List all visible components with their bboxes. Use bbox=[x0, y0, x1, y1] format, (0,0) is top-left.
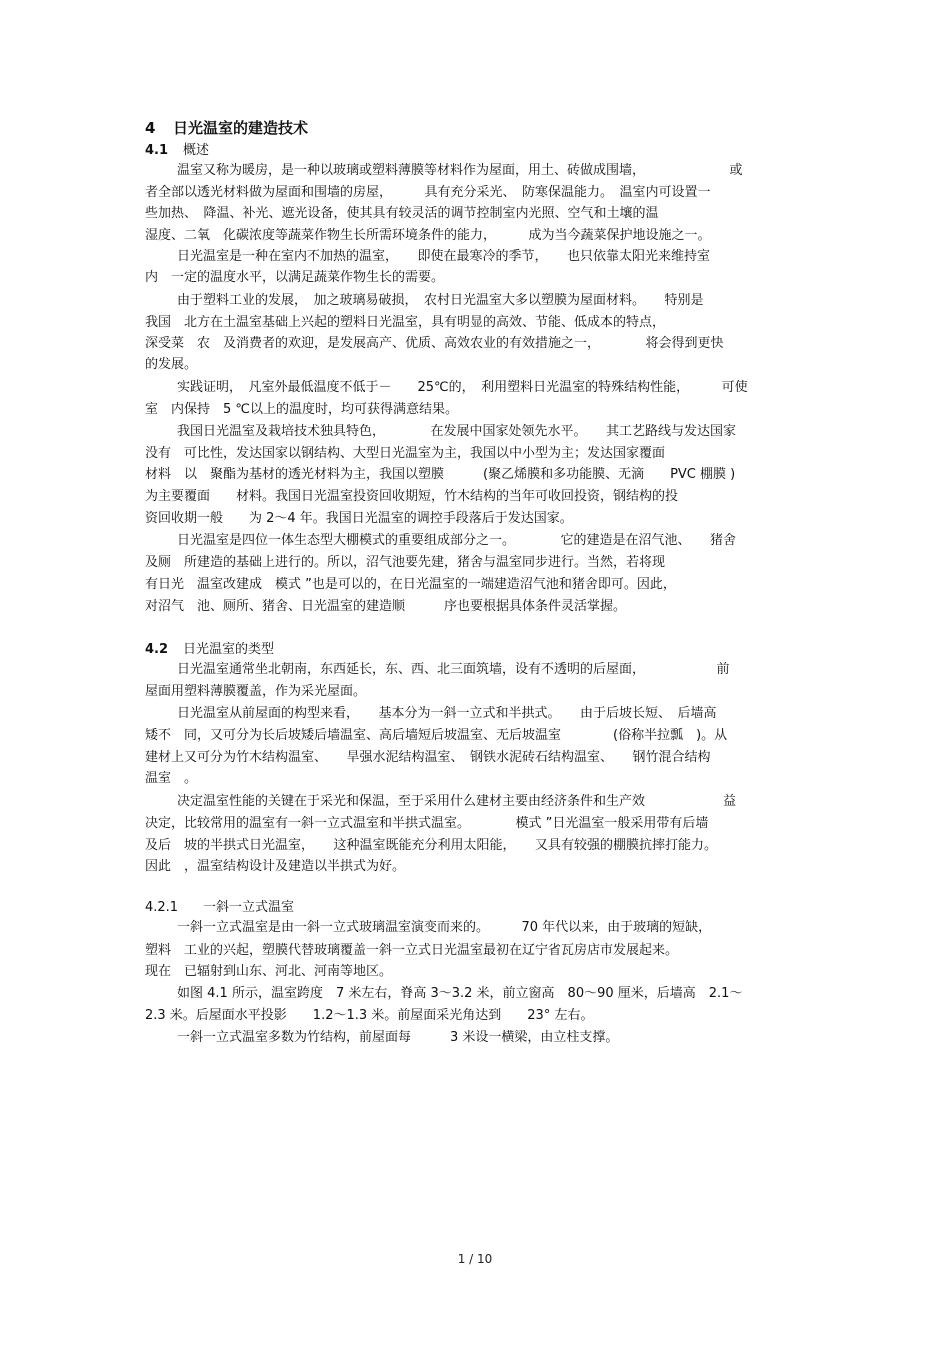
page-number: 1 / 10 bbox=[457, 1252, 493, 1266]
paragraph-line: 日光温室从前屋面的构型来看， 基本分为一斜一立式和半拱式。 由于后坡长短、 后墙高 bbox=[177, 706, 717, 721]
paragraph-line: 日光温室是一种在室内不加热的温室， 即使在最寒冷的季节， 也只依靠太阳光来维持室 bbox=[177, 249, 711, 264]
chapter-heading bbox=[145, 118, 308, 138]
paragraph-line: 湿度、二氧 化碳浓度等蔬菜作物生长所需环境条件的能力， 成为当今蔬菜保护地设施之一。 bbox=[145, 228, 711, 243]
paragraph-line: 资回收期一般 为 2～4 年。我国日光温室的调控手段落后于发达国家。 bbox=[145, 511, 573, 526]
section-number: 4.2.1 bbox=[145, 900, 179, 915]
paragraph-line: 室 内保持 5 ℃以上的温度时，均可获得满意结果。 bbox=[145, 402, 459, 417]
paragraph-line: 没有 可比性，发达国家以钢结构、大型日光温室为主，我国以中小型为主；发达国家覆面 bbox=[145, 446, 666, 461]
paragraph-line: 及厕 所建造的基础上进行的。所以，沼气池要先建，猪舍与温室同步进行。当然，若将现 bbox=[145, 555, 666, 570]
section-title: 日光温室的类型 bbox=[183, 642, 275, 657]
paragraph-line: 因此 ，温室结构设计及建造以半拱式为好。 bbox=[145, 859, 406, 874]
paragraph-line: 实践证明， 凡室外最低温度不低于－ 25℃的， 利用塑料日光温室的特殊结构性能， 可使 bbox=[177, 380, 748, 395]
section-number: 4.1 bbox=[145, 143, 169, 158]
paragraph-line: 深受菜 农 及消费者的欢迎，是发展高产、优质、高效农业的有效措施之一， 将会得到更快 bbox=[145, 336, 724, 351]
paragraph-line: 一斜一立式温室多数为竹结构，前屋面每 3 米设一横梁，由立柱支撑。 bbox=[177, 1030, 619, 1045]
paragraph-line: 2.3 米。后屋面水平投影 1.2～1.3 米。前屋面采光角达到 23° 左右。 bbox=[145, 1008, 594, 1023]
section-number: 4.2 bbox=[145, 642, 169, 657]
paragraph-line: 些加热、 降温、补光、遮光设备，使其具有较灵活的调节控制室内光照、空气和土壤的温 bbox=[145, 206, 659, 221]
paragraph-line: 温室 。 bbox=[145, 771, 198, 786]
chapter-title: 日光温室的建造技术 bbox=[173, 119, 309, 137]
paragraph-line: 矮不 同，又可分为长后坡矮后墙温室、高后墙短后坡温室、无后坡温室 (俗称半拉瓢 )。从 bbox=[145, 728, 728, 743]
paragraph-line: 建材上又可分为竹木结构温室、 旱强水泥结构温室、 钢铁水泥砖石结构温室、 钢竹混合结构 bbox=[145, 750, 711, 765]
paragraph-line: 温室又称为暖房，是一种以玻璃或塑料薄膜等材料作为屋面，用土、砖做成围墙， 或 bbox=[177, 163, 743, 178]
section-title: 概述 bbox=[183, 143, 210, 158]
paragraph-line: 有日光 温室改建成 模式 ”也是可以的，在日光温室的一端建造沼气池和猪舍即可。因此， bbox=[145, 577, 676, 592]
paragraph-line: 及后 坡的半拱式日光温室， 这种温室既能充分利用太阳能， 又具有较强的棚膜抗摔打能力。 bbox=[145, 838, 718, 853]
section-heading-4-2 bbox=[145, 640, 274, 660]
paragraph-line: 由于塑料工业的发展， 加之玻璃易破损， 农村日光温室大多以塑膜为屋面材料。 特别是 bbox=[177, 293, 704, 308]
paragraph-line: 塑料 工业的兴起，塑膜代替玻璃覆盖一斜一立式日光温室最初在辽宁省瓦房店市发展起来。 bbox=[145, 943, 679, 958]
paragraph-line: 者全部以透光材料做为屋面和围墙的房屋， 具有充分采光、 防寒保温能力。 温室内可设置一 bbox=[145, 185, 711, 200]
paragraph-line: 一斜一立式温室是由一斜一立式玻璃温室演变而来的。 70 年代以来，由于玻璃的短缺， bbox=[177, 920, 712, 935]
paragraph-line: 我国 北方在土温室基础上兴起的塑料日光温室，具有明显的高效、节能、低成本的特点， bbox=[145, 315, 666, 330]
paragraph-line: 屋面用塑料薄膜覆盖，作为采光屋面。 bbox=[145, 684, 367, 699]
paragraph-line: 现在 已辐射到山东、河北、河南等地区。 bbox=[145, 964, 393, 979]
section-heading-4-2-1 bbox=[145, 898, 294, 918]
paragraph-line: 日光温室是四位一体生态型大棚模式的重要组成部分之一。 它的建造是在沼气池、 猪舍 bbox=[177, 533, 737, 548]
paragraph-line: 我国日光温室及栽培技术独具特色， 在发展中国家处领先水平。 其工艺路线与发达国家 bbox=[177, 424, 737, 439]
paragraph-line: 内 一定的温度水平，以满足蔬菜作物生长的需要。 bbox=[145, 270, 445, 285]
paragraph-line: 材料 以 聚酯为基材的透光材料为主，我国以塑膜 (聚乙烯膜和多功能膜、无滴 PVC 棚膜 ) bbox=[145, 467, 736, 482]
paragraph-line: 决定温室性能的关键在于采光和保温，至于采用什么建材主要由经济条件和生产效 益 bbox=[177, 794, 737, 809]
paragraph-line: 日光温室通常坐北朝南，东西延长，东、西、北三面筑墙，设有不透明的后屋面， 前 bbox=[177, 662, 730, 677]
chapter-number: 4 bbox=[145, 119, 156, 137]
paragraph-line: 决定，比较常用的温室有一斜一立式温室和半拱式温室。 模式 ”日光温室一般采用带有后墙 bbox=[145, 816, 709, 831]
section-heading-4-1 bbox=[145, 141, 209, 161]
section-title: 一斜一立式温室 bbox=[203, 900, 295, 915]
paragraph-line: 为主要覆面 材料。我国日光温室投资回收期短，竹木结构的当年可收回投资，钢结构的投 bbox=[145, 489, 679, 504]
paragraph-line: 对沼气 池、厕所、猪舍、日光温室的建造顺 序也要根据具体条件灵活掌握。 bbox=[145, 599, 627, 614]
paragraph-line: 如图 4.1 所示，温室跨度 7 米左右，脊高 3～3.2 米，前立窗高 80～90 厘米，后墙高 2.1～ bbox=[177, 986, 743, 1001]
paragraph-line: 的发展。 bbox=[145, 357, 198, 372]
